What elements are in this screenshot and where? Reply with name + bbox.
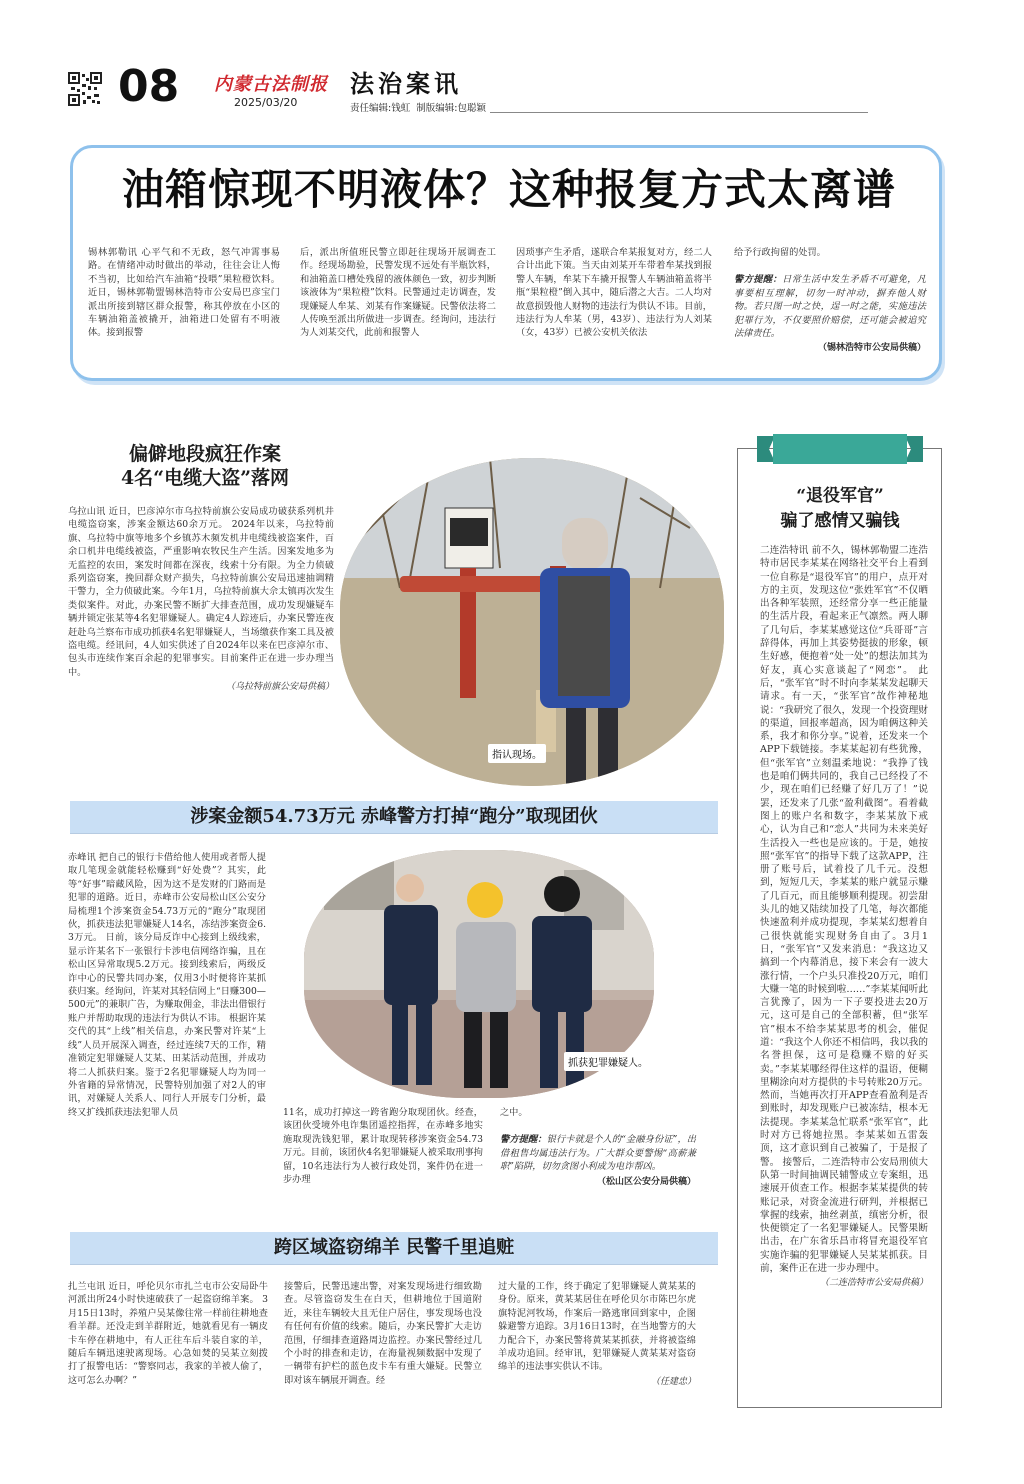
article3-headline: 涉案金额54.73万元 赤峰警方打掉“跑分”取现团伙: [190, 806, 598, 827]
article4-headline-bar: [70, 1232, 718, 1265]
lead-column-2: 后，派出所值班民警立即赶往现场开展调查工作。经现场勘验，民警发现不远处有半瓶饮料，和油箱盖口槽处残留的液体颜色一致，初步判断该液体为“果粒橙”饮料。民警通过走访调查，发现嫌疑人牟某、刘某有作案嫌疑。民警依法将二人传唤至派出所做进一步调查。经询问，违法行为人刘某交代，此前和报警人: [300, 247, 496, 339]
article3-tip-label: 警方提醒：: [500, 1134, 547, 1146]
sidebar-ribbon: [757, 434, 923, 464]
lead-column-3: 因琐事产生矛盾，遂联合牟某报复对方，经二人合计出此下策。当天由刘某开车带着牟某找到报警人车辆，牟某下车撬开报警人车辆油箱盖将半瓶“果粒橙”倒入其中，随后潜之大吉。二人均对故意损毁他人财物的违法行为供认不讳。目前，违法行为人牟某（男，43岁）、违法行为人刘某（女，43岁）已被公安机关依法: [516, 247, 712, 339]
article4-column-3: 过大量的工作，终于确定了犯罪嫌疑人黄某某的身份。原来，黄某某居住在呼伦贝尔市陈巴尔虎旗特泥河牧场，作案后一路逃窜回到家中，企图躲避警方追踪。3月16日13时，在当地警方的大力配合下，办案民警将黄某某抓获，并将被盗绵羊成功追回。经审讯，犯罪嫌疑人黄某某对盗窃绵羊的违法事实供认不讳。 （任建忠）: [498, 1280, 696, 1389]
article3-headline-bar: [70, 801, 718, 834]
header-rule: [490, 112, 868, 113]
article4-column-1: 扎兰屯讯 近日，呼伦贝尔市扎兰屯市公安局卧牛河派出所24小时快速破获了一起盗窃绵羊案。 3月15日13时，养殖户吴某像往常一样前往耕地查看羊群。还没走到羊群附近，她就看见有一辆皮卡车停在耕地中，有人正往车后斗装自家的羊，随后车辆迅速驶离现场。心急如焚的吴某立刻拨打了报警电话：“警察同志，我家的羊被人偷了，这可怎么办啊？”: [68, 1281, 268, 1386]
lead-headline: 油箱惊现不明液体？这种报复方式太离谱: [121, 165, 896, 214]
issue-date: 2025/03/20: [234, 96, 298, 109]
editors-line: 责任编辑:钱虹 制版编辑:包聪颖: [350, 103, 486, 114]
article3-tip: 银行卡就是个人的“金融身份证”，出借租售均属违法行为。广大群众要警惕“高薪兼职”陷阱，切勿贪图小利成为电诈帮凶。: [500, 1134, 696, 1173]
page-number: 08: [118, 61, 180, 112]
lead-column-4: 给予行政拘留的处罚。 警方提醒：日常生活中发生矛盾不可避免，凡事要相互理解，切勿一时冲动，摒弃他人财物。若只图一时之快，逞一时之能，实施违法犯罪行为，不仅要照价赔偿，还可能会被追究法律责任。 （锡林浩特市公安局供稿）: [734, 246, 926, 356]
article3-photo-caption: 抓获犯罪嫌疑人。: [564, 1052, 652, 1071]
section-title: 法治案讯: [350, 69, 462, 98]
article4-column-2: 接警后，民警迅速出警，对案发现场进行细致勘查。尽管盗窃发生在白天，但耕地位于国道附近，来往车辆较大且无住户居住，事发现场也没有任何有价值的线索。随后，办案民警扩大走访范围，仔细排查道路周边监控。办案民警经过几个小时的排查和走访，在海量视频数据中发现了一辆带有护栏的蓝色皮卡车有重大嫌疑。民警立即对该车辆展开调查。经: [284, 1281, 482, 1386]
lead-column-1: 锡林郭勒讯 心平气和不无政，怒气冲霄事易路。在情绪冲动时做出的举动，往往会让人悔不当初，比如给汽车油箱“投喂”果粒橙饮料。 近日，锡林郭勒盟锡林浩特市公安局巴彦宝门派出所接到辖区群众报警，称其停放在小区的车辆油箱盖被撬开，油箱进口处留有不明液体。接到报警: [88, 247, 280, 339]
article4-headline: 跨区域盗窃绵羊 民警千里追赃: [273, 1237, 515, 1258]
article4-source: （任建忠）: [650, 1376, 696, 1387]
article2-source: （乌拉特前旗公安局供稿）: [225, 682, 334, 693]
article2-headline-1: 偏僻地段疯狂作案: [128, 443, 281, 465]
sidebar-source: （二连浩特市公安局供稿）: [819, 1278, 928, 1289]
article2-headline-2: 4名“电缆大盗”落网: [120, 467, 290, 489]
article3-body-right: 之中。 警方提醒：银行卡就是个人的“金融身份证”，出借租售均属违法行为。广大群众要警惕“高薪兼职”陷阱，切勿贪图小利成为电诈帮凶。 （松山区公安分局供稿）: [500, 1106, 696, 1189]
article3-body-mid: 11名，成功打掉这一跨省跑分取现团伙。经查，该团伙受境外电诈集团遥控指挥，在赤峰多地实施取现洗钱犯罪，累计取现转移涉案资金54.73万元。目前，该团伙4名犯罪嫌疑人被采取刑事拘留，10名违法行为人被行政处罚，案件仍在进一步办理: [283, 1107, 483, 1186]
sidebar-body: 二连浩特讯 前不久，锡林郭勒盟二连浩特市居民李某某在网络社交平台上看到一位自称是“退役军官”的用户，点开对方的主页，发现这位“张姓军官”不仅晒出各种军装照，还经常分享一些正能量的生活片段，看起来正气凛然。两人聊了几句后，李某某感觉这位“兵哥哥”言辞得体，再加上其姿势挺拔的形象，顿生好感，便抱着“处一处”的想法加其为好友，真心实意谈起了“网恋”。 此后，“张军官”时不时向李某某发起聊天请求。有一天，“张军官”故作神秘地说：“我研究了很久，发现一个投资理财的渠道，回报率超高，因为咱俩这种关系，我才和你分享。”说着，还发来一个APP下载链接。李某某起初有些犹豫，但“张军官”立刻温柔地说：“我挣了钱也是咱们俩共同的，我自己已经投了不少，现在咱们已经赚了好几万了！”说罢，还发来了几张“盈利截图”。看着截图上的账户名和数字，李某某放下戒心，认为自己和“恋人”共同为未来美好生活投入一些也是应该的。于是，她按照“张军官”的指导下载了这款APP，注册了账号后，试着投了几千元。没想到，短短几天，李某某的账户就显示赚了几百元，而且能够顺利提现。初尝甜头儿的她又陆续加投了几笔，每次都能快速盈利并成功提现，李某某幻想着自己很快就能实现财务自由了。3月1日，“张军官”又发来消息：“我这边又搞到一个内幕消息，接下来会有一波大涨行情，一个户头只准投20万元，咱们大赚一笔的时候到啦……”李某某闻听此言犹豫了，因为一下子要投进去20万元，这可是自己的全部积蓄，但“张军官”根本不给李某某思考的机会，催促道：“我这个人你还不相信吗，我以我的名誉担保，这可是稳赚不赔的好买卖。”李某某哪经得住这样的温语，便糊里糊涂向对方提供的卡号转账20万元。然而，当她再次打开APP查看盈利是否到账时，却发现账户已被冻结，根本无法提现。李某某急忙联系“张军官”，此时对方已将她拉黑。李某某如五雷轰顶，这才意识到自己被骗了，于是报了警。 接警后，二连浩特市公安局刑侦大队第一时间抽调民辅警成立专案组，迅速展开侦查工作。根据李某某提供的转账记录，对资金流进行研判，并根据已掌握的线索，抽丝剥茧，缜密分析，很快便锁定了一名犯罪嫌疑人。民警果断出击，在广东省乐昌市将冒充退役军官实施诈骗的犯罪嫌疑人吴某某抓获。目前，案件正在进一步办理中。 （二连浩特市公安局供稿）: [760, 544, 928, 1291]
article2-body: 乌拉山讯 近日，巴彦淖尔市乌拉特前旗公安局成功破获系列机井电缆盗窃案，涉案金额达60余万元。 2024年以来，乌拉特前旗、乌拉特中旗等地多个乡镇苏木频发机井电缆线被盗案件，百余口机井电缆线被盗，严重影响农牧民生产生活。因案发地多为无监控的农田，案发时间都在深夜，线索十分有限。为全力侦破系列盗窃案，挽回群众财产损失，乌拉特前旗公安局迅速抽调精干警力，全力侦破此案。今年1月，乌拉特前旗大佘太镇再次发生类似案件。对此，办案民警不断扩大排查范围，成功发现嫌疑车辆并锁定张某等4名犯罪嫌疑人。确定4人踪迹后，办案民警连夜赶赴乌兰察布市成功抓获4名犯罪嫌疑人，当场缴获作案工具及被盗电缆。经讯问，4人如实供述了自2024年以来在巴彦淖尔市、包头市连续作案百余起的犯罪事实。目前案件正在进一步办理当中。 （乌拉特前旗公安局供稿）: [68, 505, 334, 695]
masthead-logo: 内蒙古法制报: [214, 74, 328, 95]
sidebar-headline-2: 骗了感情又骗钱: [780, 511, 900, 531]
article3-source: （松山区公安分局供稿）: [596, 1176, 696, 1187]
qr-code-icon: [68, 72, 102, 106]
lead-tip-label: 警方提醒：: [734, 274, 783, 286]
sidebar-headline-1: “退役军官”: [796, 486, 884, 506]
lead-tip: 日常生活中发生矛盾不可避免，凡事要相互理解，切勿一时冲动，摒弃他人财物。若只图一时之快，逞一时之能，实施违法犯罪行为，不仅要照价赔偿，还可能会被追究法律责任。: [734, 274, 927, 340]
article2-photo: [340, 458, 724, 786]
article2-photo-caption: 指认现场。: [488, 744, 546, 763]
article3-body-left: 赤峰讯 把自己的银行卡借给他人使用或者帮人提取几笔现金就能轻松赚到“好处费”？其实，此等“好事”暗藏风险，因为这不是发财的门路而是犯罪的道路。近日，赤峰市公安局松山区公安分局梳理1个涉案资金54.73万元的“跑分”取现团伙，抓获违法犯罪嫌疑人14名，冻结涉案资金6.3万元。 日前，该分局反诈中心接到上级线索，显示许某名下一张银行卡涉电信网络诈骗，且在松山区异常取现5.2万元。接到线索后，两级反诈中心的民警共同办案，仅用3小时便将许某抓获归案。经询问，许某对其轻信网上“日赚300—500元”的兼职广告，为赚取佣金，非法出借银行账户并帮助取现的违法行为供认不讳。 根据许某交代的其“上线”相关信息，办案民警对许某“上线”人员开展深入调查，经过连续7天的工作，精准锁定犯罪嫌疑人艾某、田某活动范围，并成功将二人抓获归案。鉴于2名犯罪嫌疑人均为同一外省籍的异常情况，民警特别加强了对2人的审讯，对嫌疑人关系人、同行人开展专门分析，最终又扩线抓获违法犯罪人员: [68, 852, 266, 1118]
lead-source: （锡林浩特市公安局供稿）: [817, 343, 926, 354]
